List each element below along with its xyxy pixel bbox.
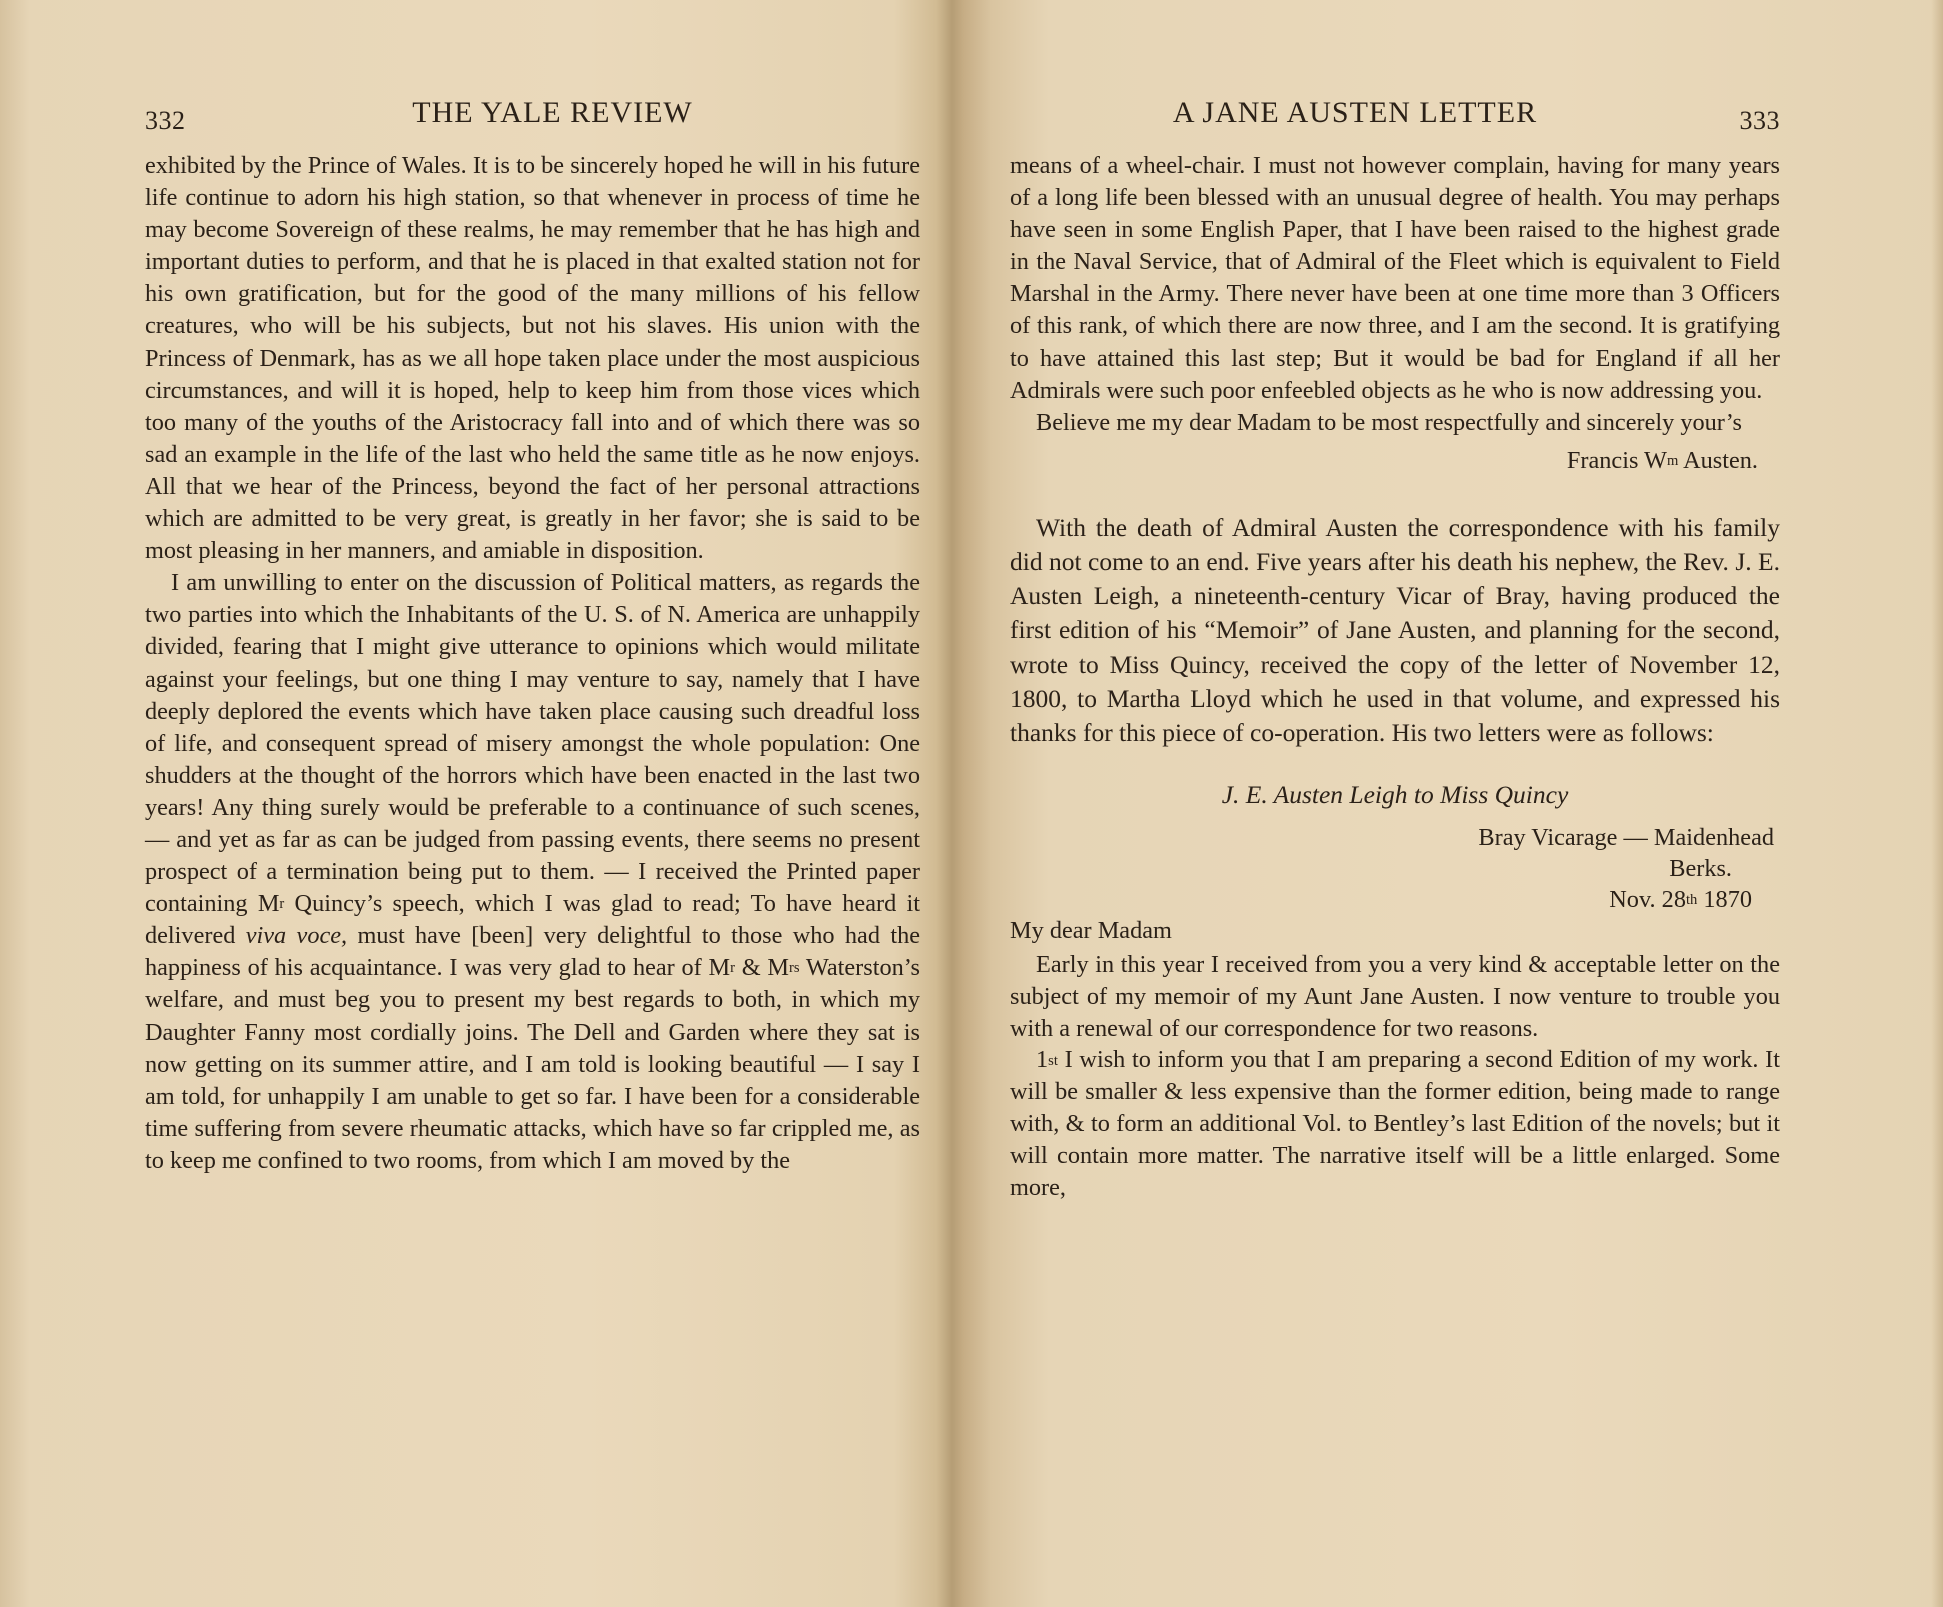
right-page-number: 333 [1739, 106, 1780, 135]
text-run: Waterston’s welfare, and must beg you to present my best regards to both, in which my Daughter Fanny most cordially joins. The Dell and Garden where they sat is now getting on its summer attire, and I am told is looking beautiful — I say I am told, for unhappily I am unable to get so far. I have been for a considerable time suffering from severe rheumatic attacks, which have so far crippled me, as to keep me confined to two rooms, from which I am moved by the [145, 954, 920, 1174]
text-run: I wish to inform you that I am preparing a second Edition of my work. It will be smaller & less expensive than the former edition, being made to range with, & to form an additional Vol. to Bentley’s last Edition of the novels; but it will contain more matter. The narrative itself will be a little enlarged. Some more, [1010, 1046, 1780, 1201]
text-run: & M [734, 954, 790, 982]
text-run: 1870 [1697, 886, 1752, 914]
letter-salutation: My dear Madam [1010, 917, 1172, 945]
right-running-title: A JANE AUSTEN LETTER [1172, 96, 1538, 129]
narrative-section [1010, 511, 1780, 750]
left-body-text [145, 150, 920, 1177]
text-run: Nov. 28 [1609, 886, 1686, 914]
superscript: rs [789, 960, 800, 977]
address-date [1010, 884, 1752, 915]
text-run: 1 [1036, 1046, 1049, 1074]
right-paragraph-1: means of a wheel-chair. I must not however complain, having for many years of a long life been blessed with an unusual degree of health. You may perhaps have seen in some English Paper, that I have been raised to the highest grade in the Naval Service, that of Admiral of the Fleet which is equivalent to Field Marshal in the Army. There never have been at one time more than 3 Officers of this rank, of which there are now three, and I am the second. It is gratifying to have attained this last step; But it would be bad for England if all her Admirals were such poor enfeebled objects as he who is now addressing you. [1010, 152, 1780, 404]
text-run: Quincy’s speech, which I was glad to read; To have heard it delivered [145, 890, 920, 950]
left-paragraph-1: exhibited by the Prince of Wales. It is to be sincerely hoped he will in his future life continue to adorn his high station, so that whenever in process of time he may become Sovereign of these realms, he may remember that he has high and important duties to perform, and that he is placed in that exalted station not for his own gratification, but for the good of the many millions of his fellow creatures, who will be his subjects, but not his slaves. His union with the Princess of Denmark, has as we all hope taken place under the most auspicious circumstances, and will it is hoped, help to keep him from those vices which too many of the youths of the Aristocracy fall into and of which there was so sad an example in the life of the last who held the same title as he now enjoys. All that we hear of the Princess, beyond the fact of her personal attractions which are admitted to be very great, is greatly in her favor; she is said to be most pleasing in her manners, and amiable in disposition. [145, 152, 920, 565]
letter-address [1010, 822, 1780, 915]
page-edge-shadow-right [1931, 0, 1943, 1607]
superscript: r [279, 896, 285, 913]
left-running-head [145, 96, 920, 140]
right-body-text [1010, 150, 1780, 439]
letter-body [1010, 915, 1780, 1203]
letter-paragraph-2 [1010, 1044, 1780, 1203]
text-run: Austen. [1678, 446, 1758, 474]
superscript: st [1048, 1052, 1058, 1069]
right-paragraph-2: Believe me my dear Madam to be most respectfully and sincerely your’s [1036, 408, 1742, 436]
left-page-number: 332 [145, 106, 186, 135]
letter-paragraph-1: Early in this year I received from you a very kind & acceptable letter on the subject of my memoir of my Aunt Jane Austen. I now venture to trouble you with a renewal of our correspondence for two reasons. [1010, 951, 1780, 1042]
left-running-title: THE YALE REVIEW [412, 96, 693, 129]
narrative-paragraph: With the death of Admiral Austen the correspondence with his family did not come to an end. Five years after his death his nephew, the Rev. J. E. Austen Leigh, a nineteenth-century Vicar of Bray, having produced the first edition of his “Memoir” of Jane Austen, and planning for the second, wrote to Miss Quincy, received the copy of the letter of November 12, 1800, to Martha Lloyd which he used in that volume, and expressed his thanks for this piece of co-operation. His two letters were as follows: [1010, 512, 1780, 748]
right-running-head [1010, 96, 1780, 140]
left-paragraph-2 [145, 567, 920, 1177]
text-run: I am unwilling to enter on the discussion of Political matters, as regards the two parties into which the Inhabitants of the U. S. of N. America are unhappily divided, fearing that I might give utterance to opinions which would militate against your feelings, but one thing I may venture to say, namely that I have deeply deplored the events which have taken place causing such dreadful loss of life, and consequent spread of misery amongst the whole population: One shudders at the thought of the horrors which have been enacted in the last two years! Any thing surely would be preferable to a continuance of such scenes, — and yet as far as can be judged from passing events, there seems no present prospect of a termination being put to them. — I received the Printed paper containing M [145, 569, 920, 918]
text-run: Francis W [1566, 446, 1667, 474]
letter-heading: J. E. Austen Leigh to Miss Quincy [1221, 780, 1569, 810]
superscript: th [1685, 892, 1698, 909]
superscript: m [1667, 452, 1679, 469]
page-edge-shadow-left [0, 0, 30, 1607]
superscript: r [730, 960, 735, 977]
left-page [145, 96, 920, 1177]
address-line-1: Bray Vicarage — Maidenhead [1478, 824, 1774, 852]
signature [1010, 445, 1758, 477]
right-page [1010, 96, 1780, 1203]
address-line-2: Berks. [1669, 855, 1732, 883]
text-run: must have [been] very delightful to those who had the happiness of his acquaintance. I was very glad to hear of M [145, 922, 921, 982]
italic-phrase: viva voce, [245, 922, 348, 950]
